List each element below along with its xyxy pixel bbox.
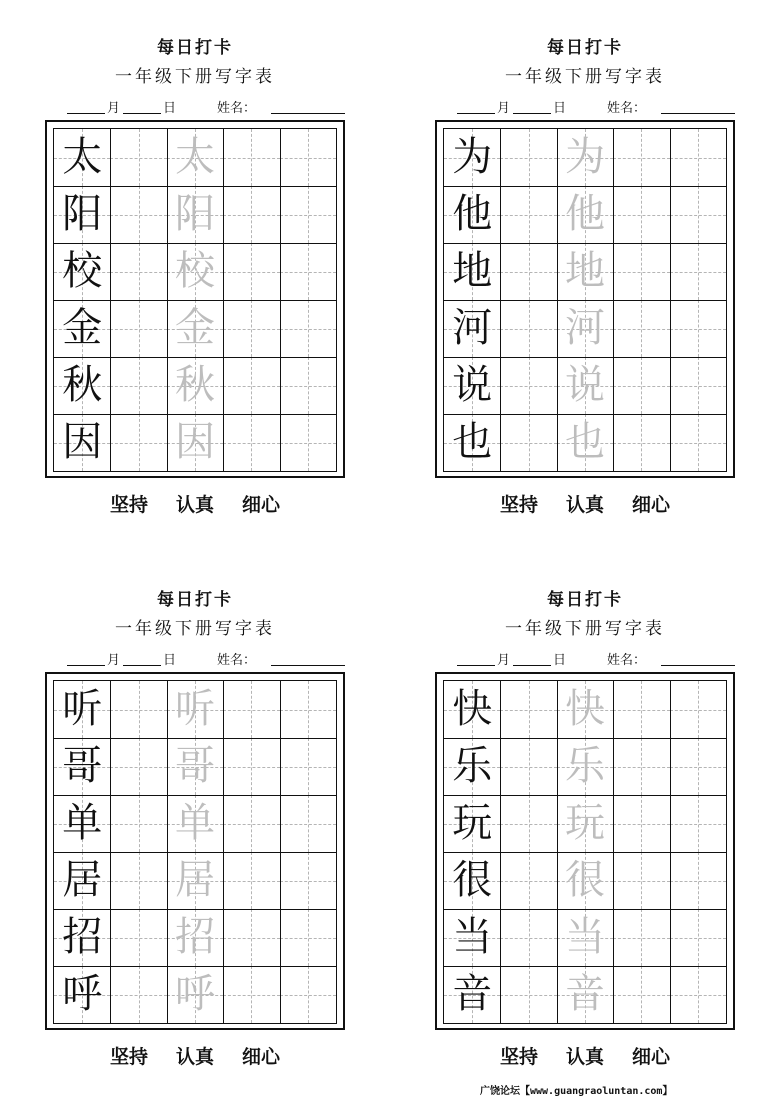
cell-guide-vertical <box>139 300 140 357</box>
cell-guide-vertical <box>139 852 140 909</box>
month-blank[interactable] <box>67 649 105 666</box>
writing-cell[interactable] <box>500 852 556 909</box>
cell-guide-vertical <box>641 243 642 300</box>
writing-cell[interactable] <box>223 186 279 243</box>
trace-character: 当 <box>564 914 605 960</box>
writing-cell[interactable] <box>280 738 336 795</box>
cell-guide-vertical <box>308 909 309 966</box>
cell-guide-vertical <box>641 186 642 243</box>
cell-guide-vertical <box>529 681 530 738</box>
model-character: 当 <box>452 914 493 960</box>
name-label: 姓名： <box>607 653 647 668</box>
writing-cell[interactable] <box>670 966 726 1023</box>
writing-grid <box>443 128 727 472</box>
sheet-subtitle: 一年级下册写字表 <box>115 619 275 639</box>
practice-sheet <box>435 585 735 1105</box>
motto-word: 认真 <box>175 1046 214 1068</box>
trace-character: 河 <box>564 305 605 351</box>
month-label: 月 <box>497 101 511 116</box>
trace-character: 阳 <box>174 191 215 237</box>
cell-guide-vertical <box>139 738 140 795</box>
cell-guide-vertical <box>139 186 140 243</box>
model-character: 为 <box>452 134 493 180</box>
cell-guide-vertical <box>139 681 140 738</box>
cell-guide-vertical <box>529 852 530 909</box>
cell-guide-vertical <box>641 738 642 795</box>
writing-cell[interactable] <box>110 243 166 300</box>
motto-word: 坚持 <box>499 494 538 516</box>
writing-grid-frame <box>435 120 735 478</box>
motto-word: 坚持 <box>499 1046 538 1068</box>
writing-cell[interactable] <box>110 795 166 852</box>
motto-word: 坚持 <box>109 494 148 516</box>
motto <box>45 490 345 517</box>
grid-column-line <box>670 129 671 471</box>
day-label: 日 <box>553 653 567 668</box>
writing-cell[interactable] <box>500 414 556 471</box>
trace-character: 校 <box>174 248 215 294</box>
model-character: 呼 <box>62 971 103 1017</box>
day-label: 日 <box>553 101 567 116</box>
cell-guide-vertical <box>139 966 140 1023</box>
cell-guide-vertical <box>698 738 699 795</box>
day-label: 日 <box>163 653 177 668</box>
model-character: 单 <box>62 800 103 846</box>
writing-grid <box>443 680 727 1024</box>
writing-cell[interactable] <box>223 243 279 300</box>
sheet-title: 每日打卡 <box>547 590 623 610</box>
writing-cell[interactable] <box>280 909 336 966</box>
motto-word: 坚持 <box>109 1046 148 1068</box>
trace-character: 说 <box>564 362 605 408</box>
cell-guide-vertical <box>308 795 309 852</box>
month-label: 月 <box>107 653 121 668</box>
model-character: 阳 <box>62 191 103 237</box>
trace-character: 听 <box>174 686 215 732</box>
writing-grid <box>53 128 337 472</box>
model-character: 招 <box>62 914 103 960</box>
writing-cell[interactable] <box>670 909 726 966</box>
month-blank[interactable] <box>67 97 105 114</box>
writing-grid-frame <box>45 120 345 478</box>
writing-cell[interactable] <box>110 681 166 738</box>
writing-cell[interactable] <box>110 357 166 414</box>
writing-cell[interactable] <box>110 909 166 966</box>
writing-cell[interactable] <box>613 300 669 357</box>
cell-guide-vertical <box>529 186 530 243</box>
model-character: 太 <box>62 134 103 180</box>
cell-guide-vertical <box>529 243 530 300</box>
cell-guide-vertical <box>641 300 642 357</box>
model-character: 地 <box>452 248 493 294</box>
model-character: 也 <box>452 419 493 465</box>
cell-guide-vertical <box>308 966 309 1023</box>
cell-guide-vertical <box>698 414 699 471</box>
grid-column-line <box>613 129 614 471</box>
writing-cell[interactable] <box>670 681 726 738</box>
month-blank[interactable] <box>457 97 495 114</box>
date-name-line <box>435 649 735 669</box>
writing-cell[interactable] <box>500 909 556 966</box>
writing-cell[interactable] <box>670 186 726 243</box>
cell-guide-vertical <box>698 243 699 300</box>
writing-cell[interactable] <box>613 966 669 1023</box>
model-character: 河 <box>452 305 493 351</box>
cell-guide-vertical <box>308 186 309 243</box>
writing-cell[interactable] <box>280 852 336 909</box>
trace-character: 也 <box>564 419 605 465</box>
grid-column-line <box>670 681 671 1023</box>
cell-guide-vertical <box>251 357 252 414</box>
writing-cell[interactable] <box>613 186 669 243</box>
writing-cell[interactable] <box>500 357 556 414</box>
writing-cell[interactable] <box>110 852 166 909</box>
cell-guide-vertical <box>251 738 252 795</box>
model-character: 哥 <box>62 743 103 789</box>
writing-cell[interactable] <box>500 300 556 357</box>
writing-cell[interactable] <box>670 852 726 909</box>
writing-cell[interactable] <box>223 300 279 357</box>
cell-guide-vertical <box>139 414 140 471</box>
name-label: 姓名： <box>607 101 647 116</box>
writing-cell[interactable] <box>280 243 336 300</box>
model-character: 秋 <box>62 362 103 408</box>
day-label: 日 <box>163 101 177 116</box>
writing-grid-frame <box>435 672 735 1030</box>
cell-guide-vertical <box>641 414 642 471</box>
writing-cell[interactable] <box>223 414 279 471</box>
model-character: 他 <box>452 191 493 237</box>
cell-guide-vertical <box>139 795 140 852</box>
writing-cell[interactable] <box>613 738 669 795</box>
writing-cell[interactable] <box>670 795 726 852</box>
writing-cell[interactable] <box>223 357 279 414</box>
cell-guide-vertical <box>308 243 309 300</box>
name-blank[interactable] <box>661 649 735 666</box>
writing-cell[interactable] <box>223 852 279 909</box>
trace-character: 他 <box>564 191 605 237</box>
sheet-title: 每日打卡 <box>157 38 233 58</box>
cell-guide-vertical <box>641 966 642 1023</box>
cell-guide-vertical <box>698 357 699 414</box>
month-blank[interactable] <box>457 649 495 666</box>
practice-sheet <box>45 585 345 1105</box>
writing-cell[interactable] <box>500 738 556 795</box>
motto-word: 细心 <box>632 494 671 516</box>
trace-character: 呼 <box>174 971 215 1017</box>
grid-column-line <box>500 129 501 471</box>
date-name-line <box>435 97 735 117</box>
date-name-line <box>45 97 345 117</box>
cell-guide-vertical <box>641 357 642 414</box>
motto-word: 认真 <box>565 494 604 516</box>
writing-cell[interactable] <box>500 243 556 300</box>
grid-column-line <box>223 681 224 1023</box>
trace-character: 金 <box>174 305 215 351</box>
motto-word: 细心 <box>632 1046 671 1068</box>
day-blank[interactable] <box>123 97 161 114</box>
motto-word: 细心 <box>242 494 281 516</box>
trace-character: 招 <box>174 914 215 960</box>
trace-character: 哥 <box>174 743 215 789</box>
day-blank[interactable] <box>513 649 551 666</box>
cell-guide-vertical <box>698 129 699 186</box>
cell-guide-vertical <box>641 681 642 738</box>
grid-column-line <box>280 681 281 1023</box>
writing-cell[interactable] <box>110 129 166 186</box>
model-character: 快 <box>452 686 493 732</box>
grid-column-line <box>613 681 614 1023</box>
sheet-title: 每日打卡 <box>547 38 623 58</box>
trace-character: 秋 <box>174 362 215 408</box>
motto-word: 认真 <box>565 1046 604 1068</box>
cell-guide-vertical <box>308 414 309 471</box>
cell-guide-vertical <box>308 852 309 909</box>
writing-cell[interactable] <box>223 795 279 852</box>
date-name-line <box>45 649 345 669</box>
cell-guide-vertical <box>698 909 699 966</box>
cell-guide-vertical <box>529 414 530 471</box>
writing-cell[interactable] <box>110 738 166 795</box>
writing-cell[interactable] <box>613 357 669 414</box>
day-blank[interactable] <box>123 649 161 666</box>
writing-cell[interactable] <box>670 243 726 300</box>
cell-guide-vertical <box>251 300 252 357</box>
motto <box>435 490 735 517</box>
cell-guide-vertical <box>698 300 699 357</box>
writing-cell[interactable] <box>110 300 166 357</box>
trace-character: 快 <box>564 686 605 732</box>
model-character: 因 <box>62 419 103 465</box>
cell-guide-vertical <box>529 300 530 357</box>
model-character: 居 <box>62 857 103 903</box>
grid-column-line <box>110 129 111 471</box>
cell-guide-vertical <box>139 129 140 186</box>
practice-sheet <box>435 33 735 553</box>
model-character: 玩 <box>452 800 493 846</box>
trace-character: 玩 <box>564 800 605 846</box>
writing-cell[interactable] <box>670 738 726 795</box>
site-footer: 广饶论坛【www.guangraoluntan.com】 <box>480 1086 673 1097</box>
grid-column-line <box>110 681 111 1023</box>
writing-cell[interactable] <box>670 357 726 414</box>
writing-cell[interactable] <box>280 795 336 852</box>
sheet-subtitle: 一年级下册写字表 <box>505 67 665 87</box>
month-label: 月 <box>497 653 511 668</box>
cell-guide-vertical <box>308 300 309 357</box>
cell-guide-vertical <box>251 795 252 852</box>
name-blank[interactable] <box>661 97 735 114</box>
cell-guide-vertical <box>529 357 530 414</box>
cell-guide-vertical <box>308 738 309 795</box>
writing-cell[interactable] <box>110 414 166 471</box>
model-character: 校 <box>62 248 103 294</box>
cell-guide-vertical <box>308 357 309 414</box>
cell-guide-vertical <box>698 186 699 243</box>
sheet-subtitle: 一年级下册写字表 <box>505 619 665 639</box>
cell-guide-vertical <box>529 966 530 1023</box>
writing-cell[interactable] <box>223 129 279 186</box>
grid-column-line <box>280 129 281 471</box>
trace-character: 音 <box>564 971 605 1017</box>
cell-guide-vertical <box>698 795 699 852</box>
writing-cell[interactable] <box>613 243 669 300</box>
cell-guide-vertical <box>251 129 252 186</box>
writing-cell[interactable] <box>670 129 726 186</box>
practice-sheet <box>45 33 345 553</box>
cell-guide-vertical <box>529 129 530 186</box>
name-label: 姓名： <box>217 653 257 668</box>
sheet-title: 每日打卡 <box>157 590 233 610</box>
writing-cell[interactable] <box>500 186 556 243</box>
writing-cell[interactable] <box>500 681 556 738</box>
cell-guide-vertical <box>139 357 140 414</box>
writing-cell[interactable] <box>613 909 669 966</box>
cell-guide-vertical <box>698 852 699 909</box>
writing-cell[interactable] <box>280 129 336 186</box>
writing-cell[interactable] <box>223 909 279 966</box>
motto-word: 认真 <box>175 494 214 516</box>
model-character: 音 <box>452 971 493 1017</box>
model-character: 很 <box>452 857 493 903</box>
cell-guide-vertical <box>641 795 642 852</box>
cell-guide-vertical <box>251 966 252 1023</box>
writing-cell[interactable] <box>280 300 336 357</box>
writing-cell[interactable] <box>110 186 166 243</box>
writing-cell[interactable] <box>670 414 726 471</box>
writing-cell[interactable] <box>280 681 336 738</box>
cell-guide-vertical <box>139 909 140 966</box>
cell-guide-vertical <box>529 909 530 966</box>
writing-cell[interactable] <box>280 186 336 243</box>
trace-character: 居 <box>174 857 215 903</box>
trace-character: 乐 <box>564 743 605 789</box>
cell-guide-vertical <box>529 795 530 852</box>
trace-character: 地 <box>564 248 605 294</box>
writing-cell[interactable] <box>280 414 336 471</box>
day-blank[interactable] <box>513 97 551 114</box>
model-character: 乐 <box>452 743 493 789</box>
writing-cell[interactable] <box>223 681 279 738</box>
writing-cell[interactable] <box>110 966 166 1023</box>
cell-guide-vertical <box>641 129 642 186</box>
writing-cell[interactable] <box>613 681 669 738</box>
cell-guide-vertical <box>251 852 252 909</box>
cell-guide-vertical <box>698 966 699 1023</box>
writing-cell[interactable] <box>500 795 556 852</box>
cell-guide-vertical <box>529 738 530 795</box>
trace-character: 为 <box>564 134 605 180</box>
cell-guide-vertical <box>641 909 642 966</box>
grid-column-line <box>500 681 501 1023</box>
grid-column-line <box>223 129 224 471</box>
cell-guide-vertical <box>308 129 309 186</box>
name-blank[interactable] <box>271 97 345 114</box>
name-label: 姓名： <box>217 101 257 116</box>
sheet-subtitle: 一年级下册写字表 <box>115 67 275 87</box>
cell-guide-vertical <box>251 186 252 243</box>
cell-guide-vertical <box>698 681 699 738</box>
month-label: 月 <box>107 101 121 116</box>
cell-guide-vertical <box>139 243 140 300</box>
writing-cell[interactable] <box>613 129 669 186</box>
motto <box>45 1042 345 1069</box>
cell-guide-vertical <box>641 852 642 909</box>
trace-character: 单 <box>174 800 215 846</box>
trace-character: 太 <box>174 134 215 180</box>
writing-cell[interactable] <box>223 738 279 795</box>
writing-cell[interactable] <box>280 966 336 1023</box>
writing-grid <box>53 680 337 1024</box>
motto-word: 细心 <box>242 1046 281 1068</box>
writing-cell[interactable] <box>613 795 669 852</box>
writing-cell[interactable] <box>500 966 556 1023</box>
writing-cell[interactable] <box>500 129 556 186</box>
model-character: 听 <box>62 686 103 732</box>
cell-guide-vertical <box>308 681 309 738</box>
motto <box>435 1042 735 1069</box>
writing-cell[interactable] <box>223 966 279 1023</box>
cell-guide-vertical <box>251 681 252 738</box>
cell-guide-vertical <box>251 414 252 471</box>
writing-grid-frame <box>45 672 345 1030</box>
model-character: 说 <box>452 362 493 408</box>
cell-guide-vertical <box>251 909 252 966</box>
writing-cell[interactable] <box>613 852 669 909</box>
name-blank[interactable] <box>271 649 345 666</box>
writing-cell[interactable] <box>670 300 726 357</box>
trace-character: 因 <box>174 419 215 465</box>
model-character: 金 <box>62 305 103 351</box>
trace-character: 很 <box>564 857 605 903</box>
writing-cell[interactable] <box>280 357 336 414</box>
writing-cell[interactable] <box>613 414 669 471</box>
cell-guide-vertical <box>251 243 252 300</box>
